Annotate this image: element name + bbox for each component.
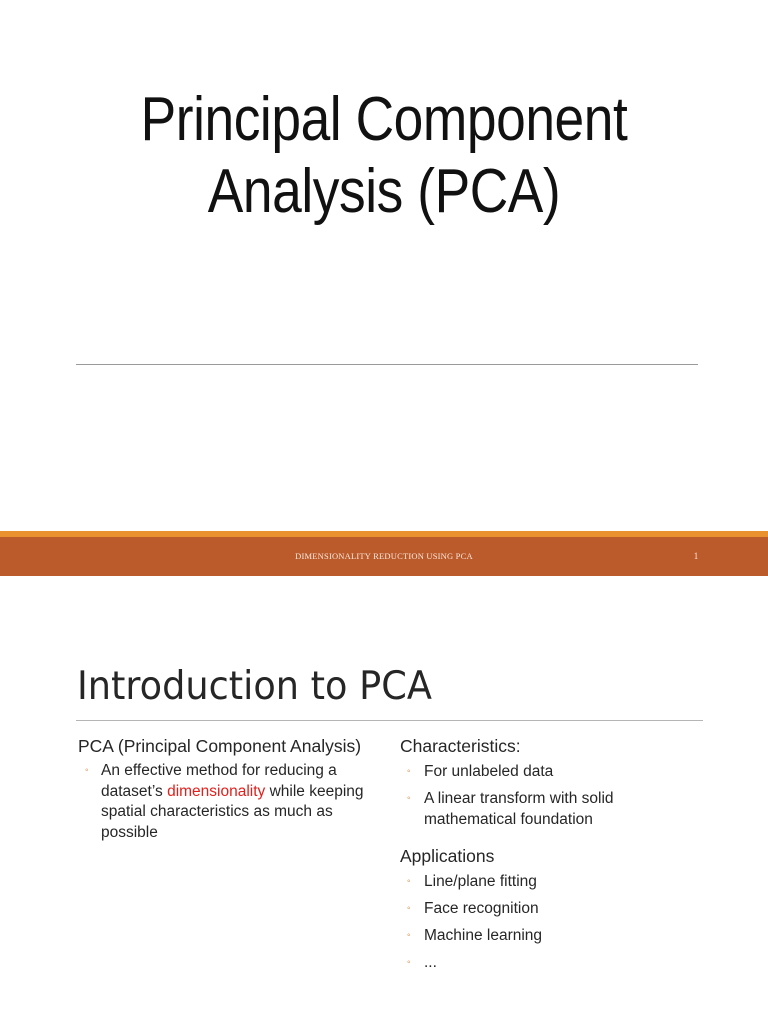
list-item-text: Machine learning <box>424 927 543 944</box>
right-column <box>400 734 700 979</box>
list-item-text: Line/plane fitting <box>424 873 537 890</box>
list-item-text: For unlabeled data <box>424 763 554 780</box>
intro-title: Introduction to PCA <box>77 664 432 709</box>
bullet-text-start: An effective method for reducing a dataset’s <box>101 762 337 800</box>
pca-heading: PCA (Principal Component Analysis) <box>78 736 362 756</box>
applications-list <box>400 871 700 973</box>
characteristics-heading: Characteristics: <box>400 736 521 756</box>
list-item <box>400 925 700 946</box>
footer-text: DIMENSIONALITY REDUCTION USING PCA <box>295 551 473 561</box>
slide-title-line-1: Principal Component <box>140 85 628 154</box>
highlighted-term: dimensionality <box>167 782 266 800</box>
bullet-icon: ◦ <box>407 957 411 968</box>
pca-bullets <box>78 761 388 843</box>
bullet-icon: ◦ <box>407 793 411 804</box>
title-divider <box>76 364 698 365</box>
list-item <box>400 898 700 919</box>
slide-title <box>54 84 714 228</box>
bullet-icon: ◦ <box>407 766 411 777</box>
list-item <box>400 952 700 973</box>
list-item <box>400 788 700 830</box>
applications-heading: Applications <box>400 846 495 866</box>
bullet-text-end: while keeping spatial characteristics as much as possible <box>101 782 364 841</box>
page-number: 1 <box>693 551 699 561</box>
list-item-text: A linear transform with solid mathematical foundation <box>424 790 614 828</box>
list-item-text: ... <box>424 954 437 971</box>
characteristics-list <box>400 761 700 830</box>
bullet-icon: ◦ <box>407 930 411 941</box>
list-item <box>78 761 388 843</box>
bullet-icon: ◦ <box>407 876 411 887</box>
intro-slide <box>0 576 768 1024</box>
list-item <box>400 871 700 892</box>
list-item <box>400 761 700 782</box>
slide-title-line-2: Analysis (PCA) <box>207 157 561 226</box>
list-item-text: Face recognition <box>424 900 539 917</box>
bullet-icon: ◦ <box>407 903 411 914</box>
bullet-icon: ◦ <box>85 765 89 776</box>
left-column <box>78 734 388 843</box>
intro-divider <box>76 720 703 721</box>
